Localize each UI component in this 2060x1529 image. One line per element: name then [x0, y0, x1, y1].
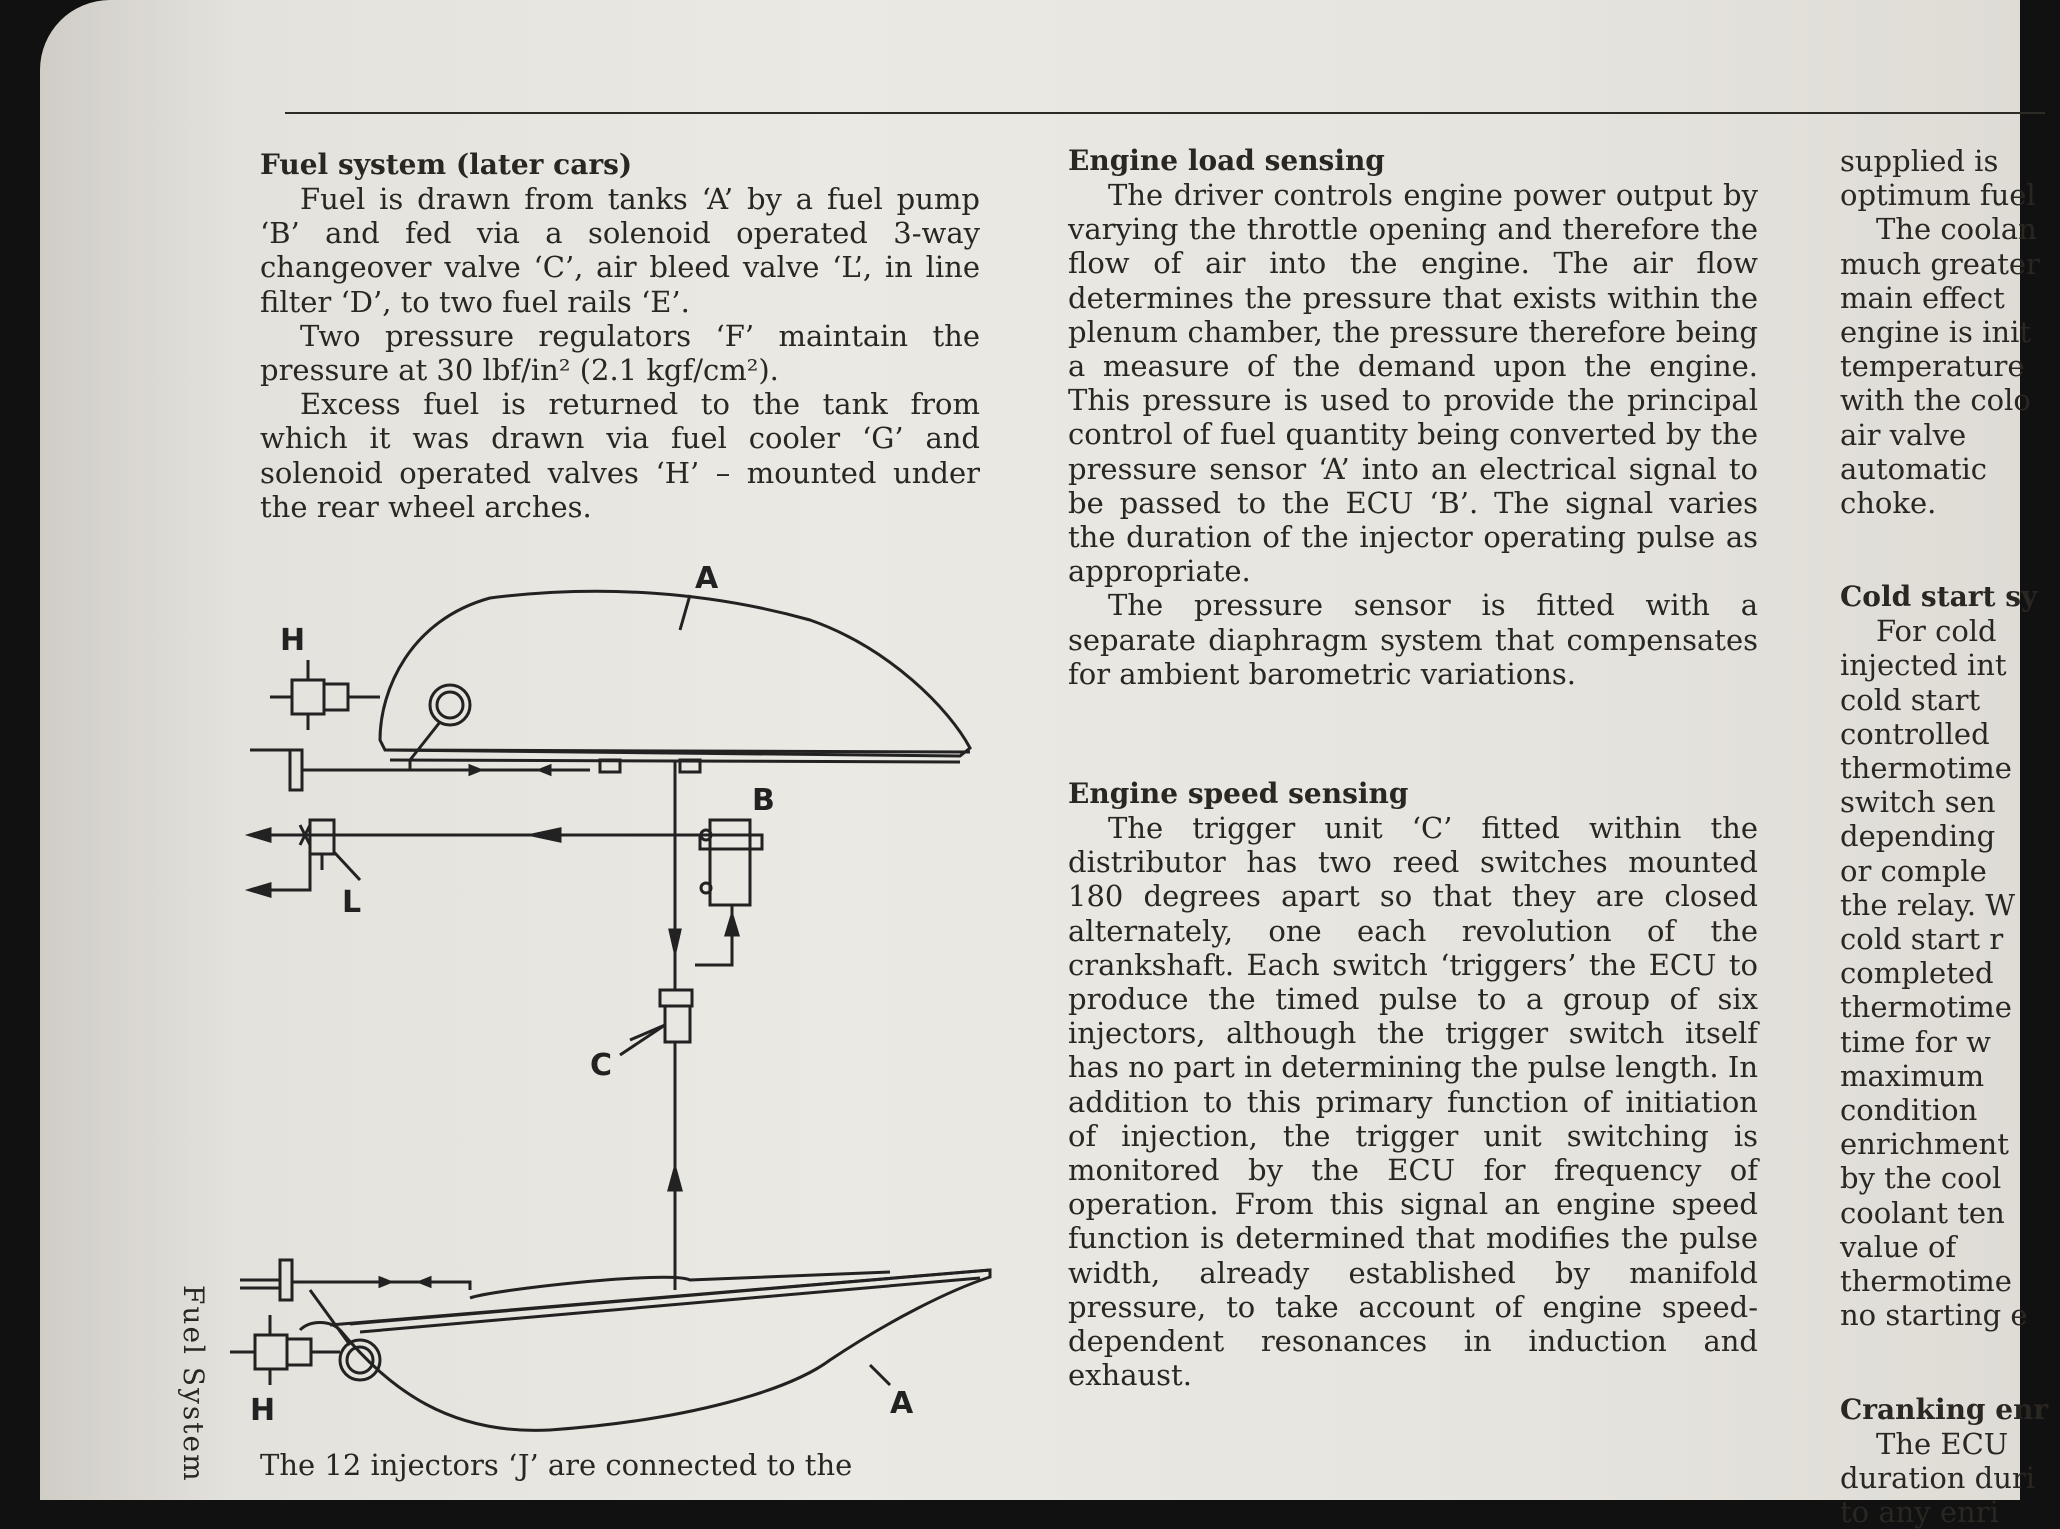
- heading-cranking: Cranking enr: [1840, 1392, 2049, 1426]
- line: temperature: [1840, 349, 2025, 384]
- line: The ECU: [1876, 1426, 2009, 1461]
- top-tank-outline: [380, 591, 970, 756]
- paragraph: The pressure sensor is fitted with a separate diaphragm system that compensates for ambient barometric variations.: [1068, 588, 1758, 691]
- column-clipped: [1840, 144, 2060, 1529]
- line: air valve: [1840, 417, 1967, 452]
- paragraph: Two pressure regulators ‘F’ maintain the pressure at 30 lbf/in² (2.1 kgf/cm²).: [260, 318, 980, 388]
- line: switch sen: [1840, 785, 1996, 820]
- bottom-valve-h: [255, 1335, 287, 1369]
- line: automatic: [1840, 451, 1988, 486]
- bottom-tank-outline: [300, 1270, 990, 1430]
- bottom-paragraph: The 12 injectors ‘J’ are connected to the: [260, 1448, 853, 1482]
- paragraph: The trigger unit ‘C’ fitted within the distributor has two reed switches mounted 180 degrees apart so that they are closed alternately, one each revolution of the crankshaft. Each switch ‘triggers’ the ECU to produce the timed pulse to a group of six injectors, although the trigger switch itself has no part in determining the pulse length. In addition to this primary function of initiation of injection, the trigger unit switching is monitored by the ECU for frequency of operation. From this signal an engine speed function is determined that modifies the pulse width, already established by manifold pressure, to take account of engine speed-dependent resonances in induction and exhaust.: [1068, 811, 1758, 1393]
- line: supplied is: [1840, 144, 1999, 178]
- fuel-pump-b: [710, 820, 750, 905]
- line: completed: [1840, 956, 1994, 991]
- line: duration duri: [1840, 1460, 2036, 1495]
- line: thermotime: [1840, 990, 2012, 1025]
- label-tank-bottom: A: [890, 1386, 914, 1421]
- label-bleed-l: L: [342, 885, 362, 920]
- column-fuel-system: [260, 148, 980, 524]
- line: engine is init: [1840, 315, 2031, 350]
- line: For cold: [1876, 614, 1997, 649]
- line: cold start r: [1840, 922, 2004, 957]
- line: by the cool: [1840, 1161, 2002, 1196]
- line: cold start: [1840, 682, 1981, 717]
- line: thermotime: [1840, 751, 2012, 786]
- line: no starting e: [1840, 1298, 2028, 1333]
- paragraph: The driver controls engine power output by varying the throttle opening and therefore the flow of air into the engine. The air flow determines the pressure that exists within the plenum chamber, the pressure therefore being a measure of the demand upon the engine. This pressure is used to provide the principal control of fuel quantity being converted by the pressure sensor ‘A’ into an electrical signal to be passed to the ECU ‘B’. The signal varies the duration of the injector operating pulse as appropriate.: [1068, 178, 1758, 589]
- line: main effect: [1840, 280, 2005, 315]
- line: value of: [1840, 1229, 1957, 1264]
- header-rule: [285, 112, 2045, 114]
- bleed-valve-l: [310, 820, 334, 854]
- line: condition: [1840, 1093, 1978, 1128]
- line: The coolan: [1876, 212, 2037, 247]
- column-engine-sensing: [1068, 144, 1758, 1393]
- label-valve-h-bottom: H: [250, 1393, 276, 1428]
- line: enrichment: [1840, 1127, 2009, 1162]
- heading-engine-speed-sensing: Engine speed sensing: [1068, 777, 1409, 811]
- label-valve-h-top: H: [280, 623, 306, 658]
- paragraph: Excess fuel is returned to the tank from which it was drawn via fuel cooler ‘G’ and solenoid operated valves ‘H’ – mounted under the rear wheel arches.: [260, 387, 980, 524]
- line: choke.: [1840, 486, 1937, 521]
- top-valve-h: [292, 680, 324, 714]
- label-pump-b: B: [752, 783, 775, 818]
- line: the relay. W: [1840, 887, 2016, 922]
- line: optimum fuel: [1840, 178, 2036, 213]
- label-tank-top: A: [695, 561, 719, 596]
- heading-fuel-system: Fuel system (later cars): [260, 148, 633, 181]
- line: much greater: [1840, 246, 2040, 281]
- heading-engine-load-sensing: Engine load sensing: [1068, 144, 1385, 177]
- changeover-valve-c: [660, 990, 692, 1006]
- fuel-system-diagram: [250, 561, 1000, 1440]
- line: to any enri: [1840, 1494, 1999, 1529]
- side-section-label: Fuel System: [177, 1285, 210, 1483]
- line: injected int: [1840, 648, 2007, 683]
- label-valve-c: C: [590, 1048, 613, 1083]
- line: maximum: [1840, 1058, 1985, 1093]
- line: thermotime: [1840, 1264, 2012, 1299]
- paragraph: Fuel is drawn from tanks ‘A’ by a fuel pump ‘B’ and fed via a solenoid operated 3-way changeover valve ‘C’, air bleed valve ‘L’, in line filter ‘D’, to two fuel rails ‘E’.: [260, 182, 980, 319]
- line: or comple: [1840, 853, 1987, 888]
- line: controlled: [1840, 716, 1990, 751]
- heading-cold-start: Cold start sy: [1840, 580, 2038, 614]
- line: coolant ten: [1840, 1195, 2005, 1230]
- manual-page: [40, 0, 2049, 1529]
- line: with the colo: [1840, 383, 2031, 418]
- line: time for w: [1840, 1024, 1991, 1059]
- line: depending: [1840, 819, 1996, 854]
- bottom-tank-top: [350, 1270, 990, 1332]
